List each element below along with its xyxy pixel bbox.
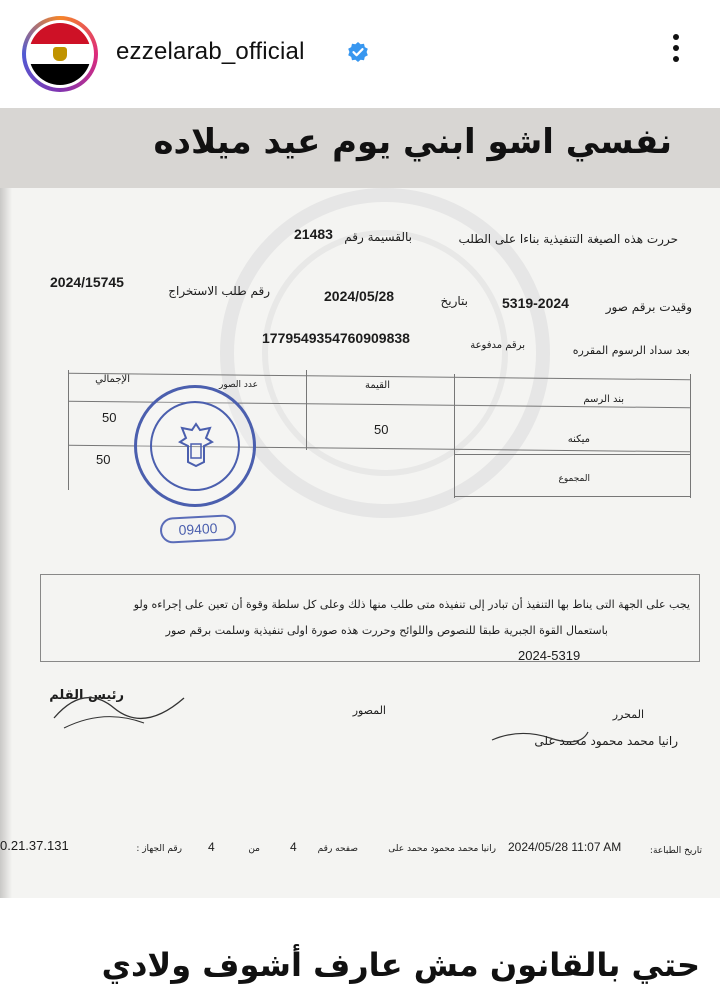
doc-line2-label: وقيدت برقم صور: [605, 300, 692, 314]
footer-of: من: [248, 844, 260, 854]
table-header-item: بند الرسم: [583, 394, 624, 405]
doc-date: 2024/05/28: [324, 288, 395, 304]
sig-head-clerk: رئيس القلم: [49, 688, 124, 703]
table-row1-item: ميكنه: [567, 434, 590, 445]
table-row2-total: 50: [96, 452, 111, 467]
table-header-count: عدد الصور: [218, 380, 258, 390]
table-row1-value: 50: [374, 422, 389, 437]
doc-date-label: بتاريخ: [440, 294, 468, 308]
egypt-flag-icon: [29, 23, 91, 85]
more-vertical-icon[interactable]: [668, 34, 684, 74]
order-box: [40, 574, 700, 662]
table-sum-label: المجموع: [558, 474, 590, 484]
sig-copier: المصور: [352, 704, 386, 717]
doc-paid-label: برقم مدفوعة: [470, 340, 525, 351]
stamp-serial: 09400: [159, 514, 236, 544]
doc-request-label: رقم طلب الاستخراج: [168, 284, 270, 298]
footer-page-number: 4: [290, 840, 297, 854]
sig-writer-name: رانيا محمد محمود محمد على: [534, 734, 678, 748]
doc-line1-label: حررت هذه الصيغة التنفيذية بناءا على الطلب: [458, 232, 678, 246]
doc-copy-number: 5319-2024: [502, 295, 569, 311]
username-link[interactable]: ezzelarab_official: [116, 38, 305, 65]
doc-qasima-number: 21483: [294, 226, 333, 242]
doc-qasima-label: بالقسيمة رقم: [344, 230, 412, 244]
footer-device-label: رقم الجهاز :: [136, 844, 182, 854]
caption-bottom-text: حتي بالقانون مش عارف أشوف ولادي: [101, 946, 700, 984]
verified-badge-icon: [346, 41, 370, 65]
footer-total-pages: 4: [208, 840, 215, 854]
eagle-emblem-icon: [176, 420, 216, 470]
order-text-line1: يجب على الجهة التى يناط بها التنفيذ أن تبادر إلى تنفيذه متى طلب منها ذلك وعلى كل سلطة وقوة أن تعين على إجراءه ولو: [133, 598, 690, 611]
doc-request-number: 2024/15745: [50, 274, 124, 290]
post-header: [0, 0, 720, 108]
caption-top-text: نفسي اشو ابني يوم عيد ميلاده: [153, 122, 672, 162]
order-text-line2: باستعمال القوة الجبرية طبقا للنصوص واللوائح وحررت هذه صورة اولى تنفيذية وسلمت برقم صور: [165, 624, 608, 637]
doc-paid-number: 1779549354760909838: [262, 330, 410, 346]
sig-writer: المحرر: [612, 708, 644, 721]
table-header-total: الإجمالي: [95, 374, 130, 385]
caption-top-banner: [0, 108, 720, 188]
footer-ip: 0.21.37.131: [0, 838, 69, 853]
footer-name: رانيا محمد محمود محمد على: [388, 844, 496, 854]
avatar[interactable]: [22, 16, 98, 92]
table-header-value: القيمة: [364, 380, 390, 391]
footer-print-date: 2024/05/28 11:07 AM: [508, 840, 622, 854]
signature-scribble: [44, 678, 194, 738]
footer-page-label: صفحه رقم: [317, 844, 358, 854]
doc-line3-label: بعد سداد الرسوم المقرره: [572, 344, 690, 357]
post-image[interactable]: [0, 108, 720, 1008]
caption-bottom-banner: [0, 898, 720, 1008]
order-text-line3: 2024-5319: [518, 648, 581, 663]
writer-signature: [490, 726, 590, 746]
table-row1-total: 50: [102, 410, 117, 425]
footer-print-label: تاريخ الطباعة:: [649, 846, 702, 856]
